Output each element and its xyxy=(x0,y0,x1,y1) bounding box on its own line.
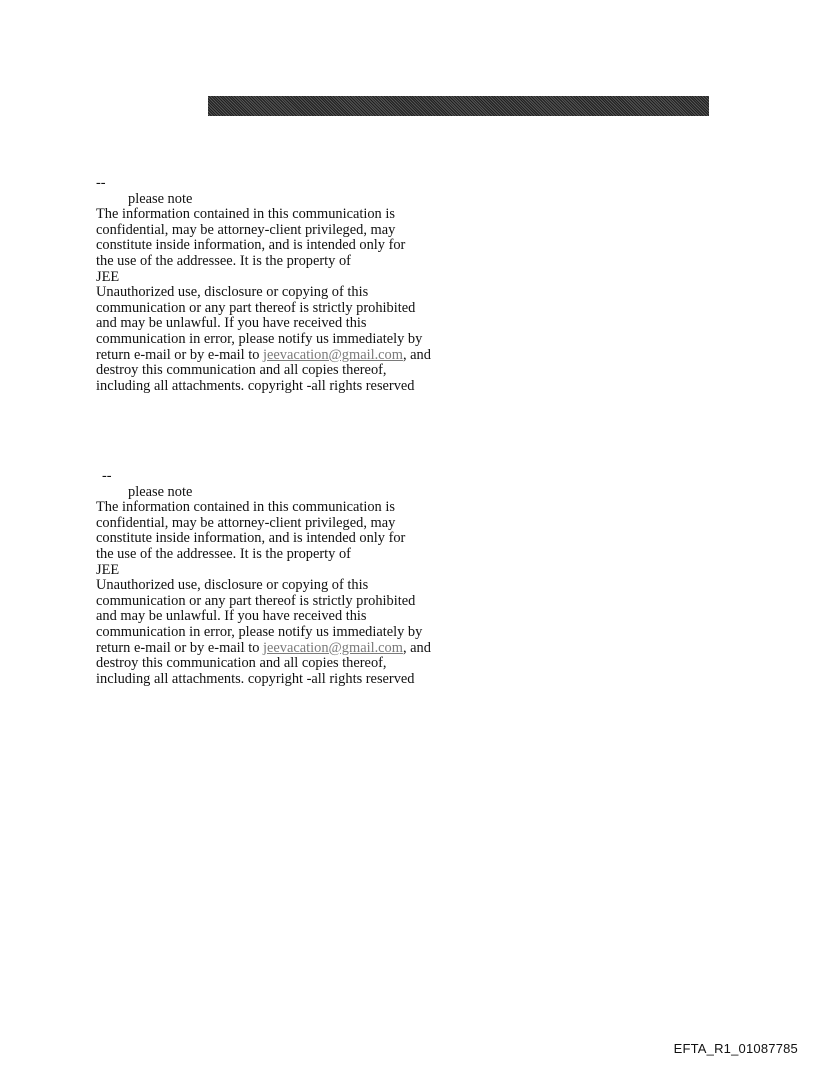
redaction-bar xyxy=(208,96,709,116)
separator: -- xyxy=(96,175,106,191)
disclaimer-block-2 xyxy=(96,469,476,687)
disclaimer-line: confidential, may be attorney-client privileged, may xyxy=(96,514,396,531)
disclaimer-line: JEE xyxy=(96,561,120,578)
disclaimer-heading: please note xyxy=(128,483,193,500)
disclaimer-line: the use of the addressee. It is the property of xyxy=(96,545,351,562)
disclaimer-text: return e-mail or by e-mail to xyxy=(96,346,264,363)
disclaimer-text: return e-mail or by e-mail to xyxy=(96,639,264,656)
email-link[interactable]: jeevacation@gmail.com xyxy=(263,639,403,656)
disclaimer-line: destroy this communication and all copies thereof, xyxy=(96,655,387,672)
disclaimer-line: confidential, may be attorney-client privileged, may xyxy=(96,221,396,238)
disclaimer-line: The information contained in this communication is xyxy=(96,206,395,223)
disclaimer-text: , and xyxy=(402,639,431,656)
disclaimer-line: Unauthorized use, disclosure or copying of this xyxy=(96,284,369,301)
disclaimer-line: The information contained in this communication is xyxy=(96,499,395,516)
disclaimer-line: Unauthorized use, disclosure or copying of this xyxy=(96,577,369,594)
disclaimer-line: and may be unlawful. If you have received this xyxy=(96,608,367,625)
document-id: EFTA_R1_01087785 xyxy=(673,1041,798,1056)
disclaimer-line: communication or any part thereof is strictly prohibited xyxy=(96,592,416,609)
disclaimer-line: destroy this communication and all copies thereof, xyxy=(96,362,387,379)
email-link[interactable]: jeevacation@gmail.com xyxy=(263,346,403,363)
disclaimer-heading: please note xyxy=(128,190,193,207)
disclaimer-line-email xyxy=(96,641,476,657)
disclaimer-line: including all attachments. copyright -all rights reserved xyxy=(96,377,415,394)
separator: -- xyxy=(102,468,112,484)
disclaimer-block-1 xyxy=(96,176,476,394)
disclaimer-line: the use of the addressee. It is the property of xyxy=(96,252,351,269)
disclaimer-text: , and xyxy=(402,346,431,363)
disclaimer-line: JEE xyxy=(96,268,120,285)
disclaimer-line: including all attachments. copyright -all rights reserved xyxy=(96,670,415,687)
disclaimer-line: communication in error, please notify us immediately by xyxy=(96,330,423,347)
disclaimer-line: communication in error, please notify us immediately by xyxy=(96,623,423,640)
disclaimer-line-email xyxy=(96,348,476,364)
disclaimer-line: constitute inside information, and is intended only for xyxy=(96,237,406,254)
disclaimer-line: and may be unlawful. If you have received this xyxy=(96,315,367,332)
disclaimer-line: constitute inside information, and is intended only for xyxy=(96,530,406,547)
disclaimer-line: communication or any part thereof is strictly prohibited xyxy=(96,299,416,316)
